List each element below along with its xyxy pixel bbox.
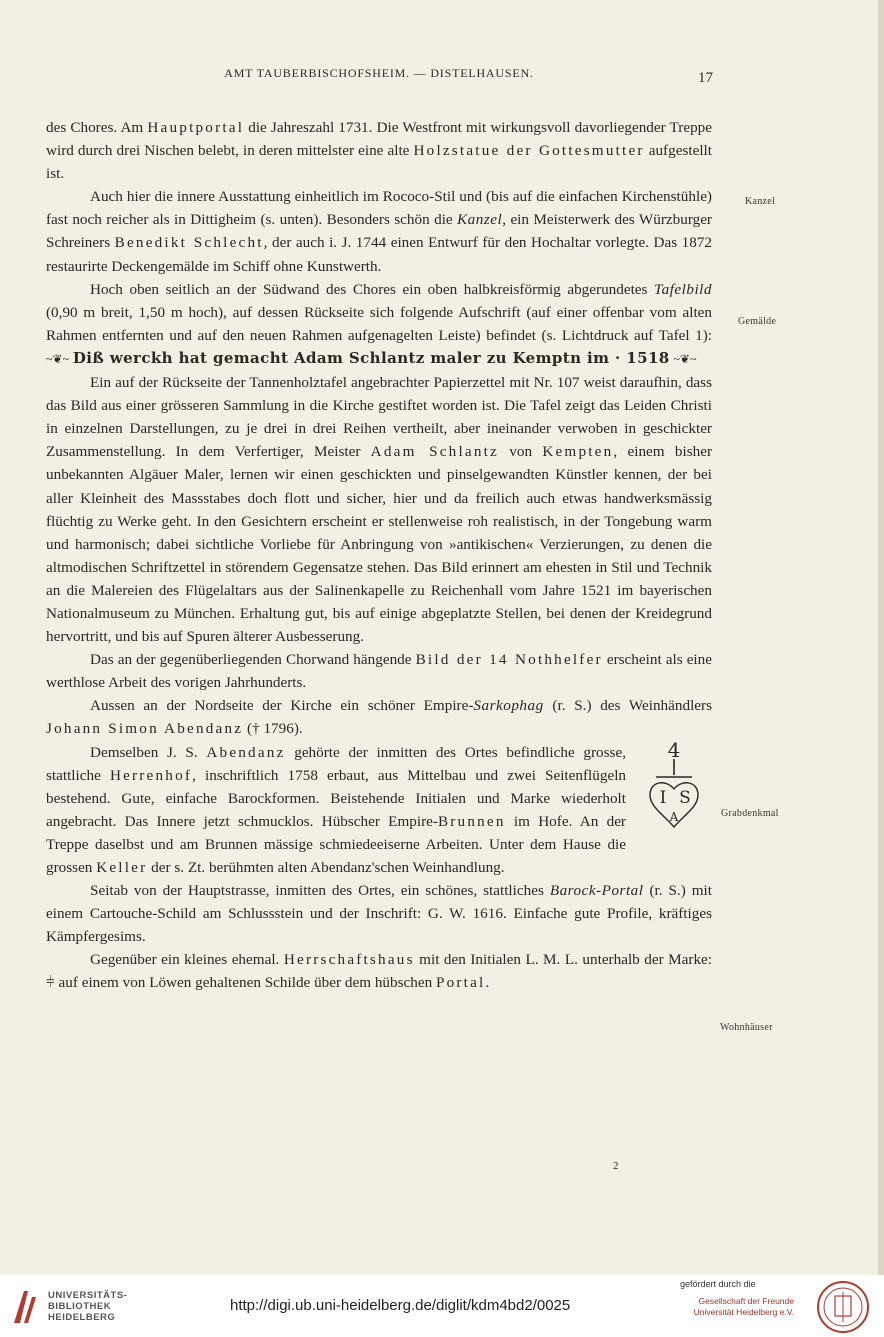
university-library-name[interactable]: UNIVERSITÄTS- BIBLIOTHEK HEIDELBERG (48, 1290, 128, 1323)
paragraph-2: Auch hier die innere Ausstattung einheitlich im Rococo-Stil und (bis auf die einfachen Kirchenstühle) fast noch reicher als in Dittigheim (s. unten). Besonders schön die Kanzel, ein Meisterwerk des Würzburger Schreiners Benedikt Schlecht, der auch i. J. 1744 einen Entwurf für den Hochaltar vorlegte. Das 1872 restaurirte Deckengemälde im Schiff ohne Kunstwerth. (46, 188, 712, 275)
paragraph-1: des Chores. Am Hauptportal die Jahreszahl 1731. Die Westfront mit wirkungsvoll davorliegender Treppe wird durch drei Nischen belebt, in deren mittelster eine alte Holzstatue der Gottesmutter aufgestellt ist. (46, 119, 713, 183)
mark-letter-bottom: A (669, 809, 679, 824)
ornament-left: ~❦~ (46, 351, 70, 366)
margin-note-gemaelde: Gemälde (738, 316, 777, 327)
house-mark-figure (636, 741, 712, 841)
margin-note-wohnhaeuser: Wohnhäuser (720, 1022, 773, 1033)
paragraph-8: Seitab von der Hauptstrasse, inmitten des Ortes, ein schönes, stattliches Barock-Portal (r. S.) mit einem Cartouche-Schild am Schlussstein und der Inschrift: G. W. 1616. Einfache gute Profile, kräftiges Kämpfergesims. (46, 882, 712, 946)
mark-letter-right: S (679, 787, 691, 808)
university-seal-icon[interactable] (816, 1280, 870, 1334)
paragraph-7: 4 I S A Demselben J. S. Abendanz gehörte der inmitten des Ortes befindliche grosse, stattliche Herrenhof, inschriftlich 1758 erbaut, aus Mittelbau und zwei Seitenflügeln bestehend. Gute, einfache Barockformen. Beistehende Initialen und Marke wiederholt angebracht. Das Innere jetzt schmucklos. Hübscher Empire-Brunnen im Hofe. An der Treppe daselbst und am Brunnen mässige schmiedeeiserne Arbeiten. Unter dem Hause die grossen Keller der s. Zt. berühmten alten Abendanz'schen Weinhandlung. (46, 741, 712, 880)
inscription: Diß werckh hat gemacht Adam Schlantz maler zu Kemptn im · 1518 (72, 348, 670, 367)
funder-name[interactable]: Gesellschaft der Freunde Universität Heidelberg e.V. (693, 1296, 794, 1317)
university-library-logo-icon[interactable] (10, 1287, 40, 1327)
footer-bar (0, 1275, 884, 1337)
margin-note-kanzel: Kanzel (745, 196, 776, 207)
paragraph-9: Gegenüber ein kleines ehemal. Herrschaftshaus mit den Initialen L. M. L. unterhalb der Marke: ⫩ auf einem von Löwen gehaltenen Schilde über dem hübschen Portal. (46, 951, 713, 992)
mark-letter-top: 4 (667, 740, 681, 762)
permalink[interactable]: http://digi.ub.uni-heidelberg.de/diglit/kdm4bd2/0025 (230, 1297, 571, 1314)
funded-by-label: gefördert durch die (680, 1279, 756, 1289)
main-text (46, 116, 712, 995)
paragraph-6: Aussen an der Nordseite der Kirche ein schöner Empire-Sarkophag (r. S.) des Weinhändlers Johann Simon Abendanz († 1796). (46, 697, 713, 738)
margin-note-grabdenkmal: Grabdenkmal (721, 808, 779, 819)
mark-letter-left: I (659, 787, 667, 808)
paragraph-3: Hoch oben seitlich an der Südwand des Chores ein oben halbkreisförmig abgerundetes Tafelbild (0,90 m breit, 1,50 m hoch), auf dessen Rückseite sich folgende Aufschrift (auf einer offenbar vom alten Rahmen entfernten und auf den neuen Rahmen aufgenagelten Leiste) befindet (s. Lichtdruck auf Tafel 1): ~❦~ Diß werckh hat gemacht Adam Schlantz maler zu Kemptn im · 1518 ~❦~ (46, 280, 712, 367)
ornament-right: ~❦~ (673, 351, 697, 366)
paragraph-5: Das an der gegenüberliegenden Chorwand hängende Bild der 14 Nothhelfer erscheint als eine werthlose Arbeit des vorigen Jahrhunderts. (46, 651, 712, 692)
owner-mark: ⫩ (46, 974, 55, 992)
page-number: 17 (698, 70, 713, 86)
paragraph-4: Ein auf der Rückseite der Tannenholztafel angebrachter Papierzettel mit Nr. 107 weist daraufhin, dass das Bild aus einer grösseren Sammlung in die Kirche gestiftet worden ist. Die Tafel zeigt das Leiden Christi in einzelnen Darstellungen, zu je drei in drei Reihen vertheilt, aber ineinander verwoben in geschickter Zusammenstellung. In dem Verfertiger, Meister Adam Schlantz von Kempten, einem bisher unbekannten Algäuer Maler, lernen wir einen geschickten und pinselgewandten Künstler kennen, der bei aller Kleinheit des Massstabes doch flott und sicher, hier und da freilich auch etwas handwerksmässig flüchtig zu Werke geht. In den Gesichtern erscheint er stellenweise roh realistisch, in der Tongebung warm und harmonisch; dabei sichtliche Vorliebe für Anbringung von »antikischen« Verzierungen, zu denen die altmodischen Schriftzettel in störendem Gegensatze stehen. Das Bild erinnert am ehesten in Stil und Technik an die Malereien des Flügelaltars aus der Salinenkapelle zu Reichenhall vom Jahre 1521 im bayerischen Nationalmuseum zu München. Erhaltung gut, bis auf einige abgeplatzte Stellen, bei denen der Kreidegrund hervortritt, und bis auf Spuren älterer Ausbesserung. (46, 374, 712, 646)
running-header: AMT TAUBERBISCHOFSHEIM. — DISTELHAUSEN. (224, 66, 534, 80)
signature-mark: 2 (613, 1160, 619, 1172)
